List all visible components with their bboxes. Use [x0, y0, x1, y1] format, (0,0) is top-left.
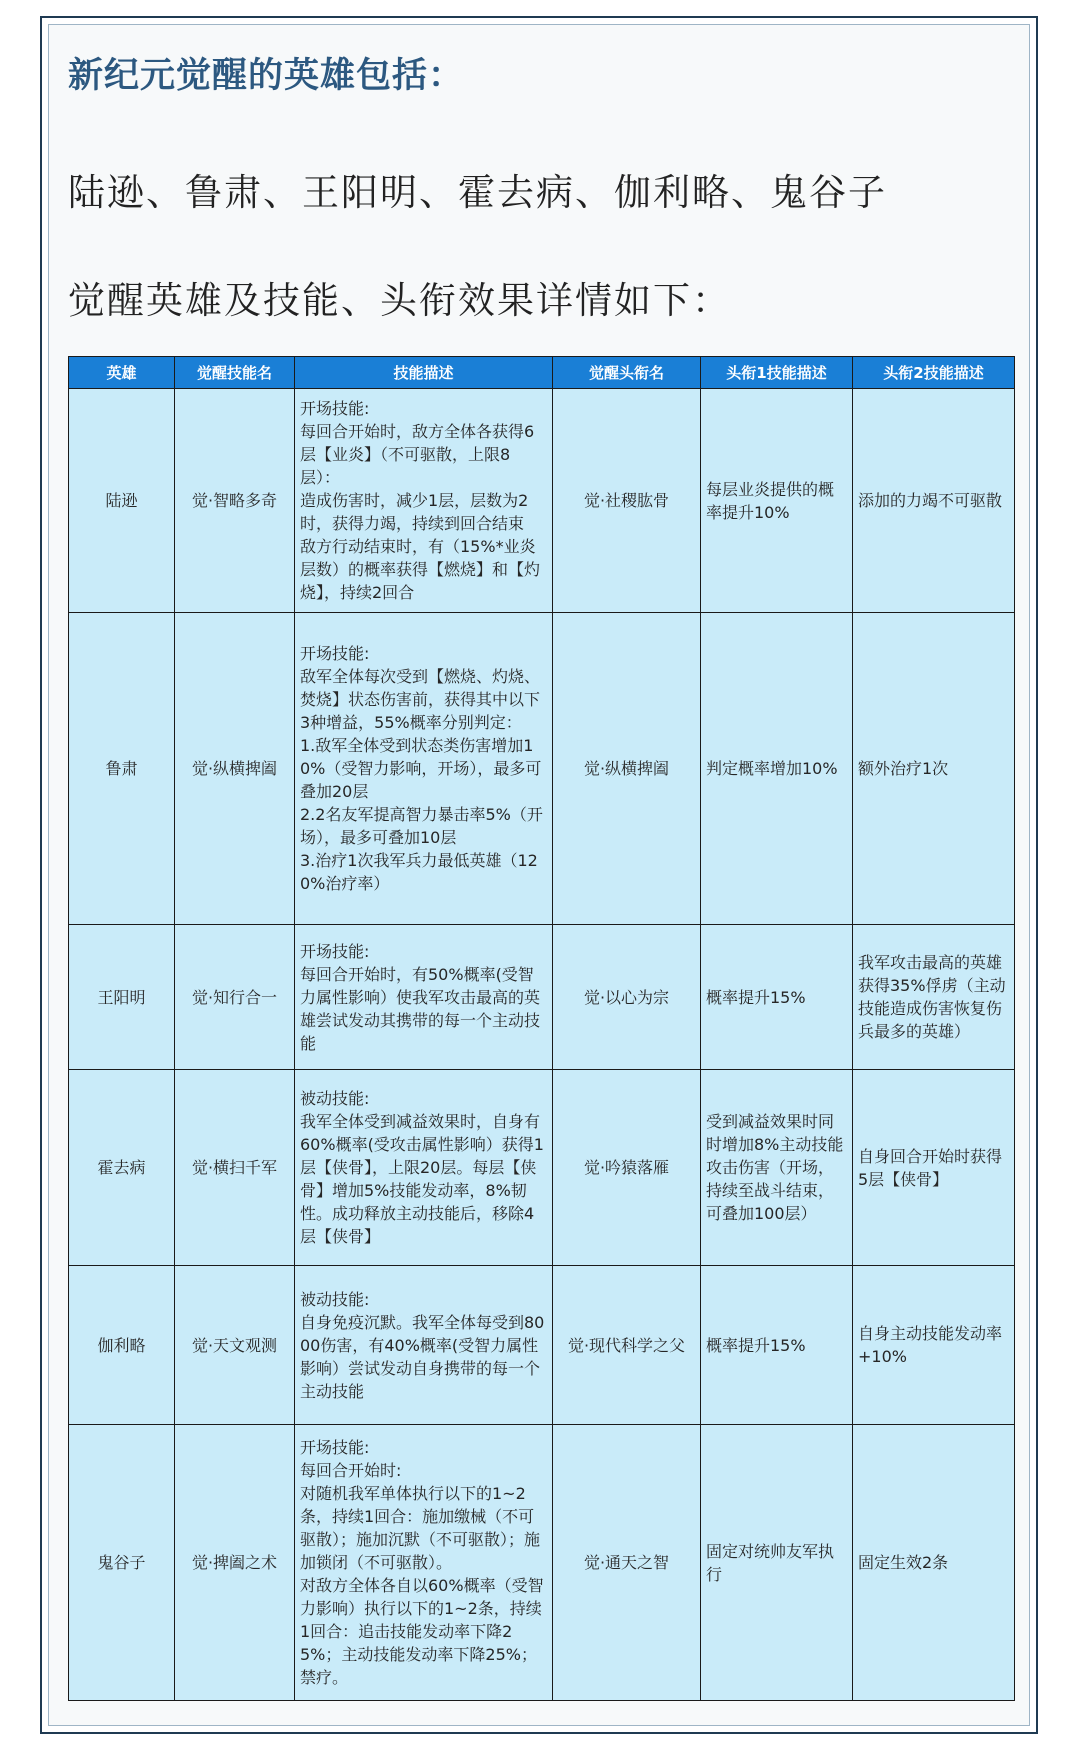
header-title-name: 觉醒头衔名: [553, 357, 701, 389]
header-hero: 英雄: [69, 357, 175, 389]
title1-description: 受到减益效果时同时增加8%主动技能攻击伤害（开场，持续至战斗结束，可叠加100层）: [701, 1070, 853, 1266]
skill-name: 觉·智略多奇: [175, 389, 295, 613]
header-title1-desc: 头衔1技能描述: [701, 357, 853, 389]
hero-name: 鲁肃: [69, 613, 175, 925]
title1-description: 概率提升15%: [701, 925, 853, 1070]
table-row: [69, 389, 1015, 613]
skill-name: 觉·知行合一: [175, 925, 295, 1070]
hero-name: 霍去病: [69, 1070, 175, 1266]
header-title2-desc: 头衔2技能描述: [853, 357, 1015, 389]
skill-description: 开场技能: 每回合开始时，有50%概率(受智力属性影响）使我军攻击最高的英雄尝试发动其携带的每一个主动技能: [295, 925, 553, 1070]
title-name: 觉·通天之智: [553, 1425, 701, 1701]
table-header-row: [69, 357, 1015, 389]
hero-name: 陆逊: [69, 389, 175, 613]
title1-description: 每层业炎提供的概率提升10%: [701, 389, 853, 613]
hero-name: 伽利略: [69, 1266, 175, 1425]
title1-description: 判定概率增加10%: [701, 613, 853, 925]
table-row: [69, 1425, 1015, 1701]
skill-description: 被动技能: 我军全体受到减益效果时，自身有60%概率(受攻击属性影响）获得1层【侠骨】，上限20层。每层【侠骨】增加5%技能发动率，8%韧性。成功释放主动技能后，移除4层【侠骨】: [295, 1070, 553, 1266]
table-row: [69, 1070, 1015, 1266]
title1-description: 固定对统帅友军执行: [701, 1425, 853, 1701]
table-row: [69, 1266, 1015, 1425]
skill-name: 觉·天文观测: [175, 1266, 295, 1425]
skill-name: 觉·横扫千军: [175, 1070, 295, 1266]
title-name: 觉·社稷肱骨: [553, 389, 701, 613]
hero-name: 鬼谷子: [69, 1425, 175, 1701]
awakened-heroes-table: [68, 356, 1015, 1701]
title-name: 觉·吟猿落雁: [553, 1070, 701, 1266]
details-intro: 觉醒英雄及技能、头衔效果详情如下：: [68, 279, 731, 322]
skill-description: 被动技能: 自身免疫沉默。我军全体每受到8000伤害，有40%概率(受智力属性影响）尝试发动自身携带的每一个主动技能: [295, 1266, 553, 1425]
header-skill-desc: 技能描述: [295, 357, 553, 389]
table-row: [69, 613, 1015, 925]
title2-description: 额外治疗1次: [853, 613, 1015, 925]
table-row: [69, 925, 1015, 1070]
skill-description: 开场技能: 每回合开始时，敌方全体各获得6层【业炎】（不可驱散，上限8层）： 造成伤害时，减少1层，层数为2时，获得力竭，持续到回合结束 敌方行动结束时，有（15%*业炎层数）的概率获得【燃烧】和【灼烧】，持续2回合: [295, 389, 553, 613]
hero-name: 王阳明: [69, 925, 175, 1070]
page-title: 新纪元觉醒的英雄包括：: [68, 56, 465, 96]
skill-description: 开场技能: 每回合开始时: 对随机我军单体执行以下的1~2条，持续1回合：施加缴械（不可驱散）；施加沉默（不可驱散）；施加锁闭（不可驱散）。 对敌方全体各自以60%概率（受智力影响）执行以下的1~2条，持续1回合：追击技能发动率下降25%；主动技能发动率下降25%；禁疗。: [295, 1425, 553, 1701]
title-name: 觉·现代科学之父: [553, 1266, 701, 1425]
awakened-hero-list: 陆逊、鲁肃、王阳明、霍去病、伽利略、鬼谷子: [68, 171, 887, 214]
title1-description: 概率提升15%: [701, 1266, 853, 1425]
title2-description: 我军攻击最高的英雄获得35%俘虏（主动技能造成伤害恢复伤兵最多的英雄）: [853, 925, 1015, 1070]
title-name: 觉·纵横捭阖: [553, 613, 701, 925]
header-skill-name: 觉醒技能名: [175, 357, 295, 389]
title-name: 觉·以心为宗: [553, 925, 701, 1070]
skill-name: 觉·纵横捭阖: [175, 613, 295, 925]
skill-description: 开场技能: 敌军全体每次受到【燃烧、灼烧、焚烧】状态伤害前，获得其中以下3种增益，55%概率分别判定： 1.敌军全体受到状态类伤害增加10%（受智力影响，开场），最多可叠加20层 2.2名友军提高智力暴击率5%（开场），最多可叠加10层 3.治疗1次我军兵力最低英雄（120%治疗率）: [295, 613, 553, 925]
title2-description: 固定生效2条: [853, 1425, 1015, 1701]
title2-description: 自身主动技能发动率+10%: [853, 1266, 1015, 1425]
title2-description: 自身回合开始时获得5层【侠骨】: [853, 1070, 1015, 1266]
title2-description: 添加的力竭不可驱散: [853, 389, 1015, 613]
skill-name: 觉·捭阖之术: [175, 1425, 295, 1701]
